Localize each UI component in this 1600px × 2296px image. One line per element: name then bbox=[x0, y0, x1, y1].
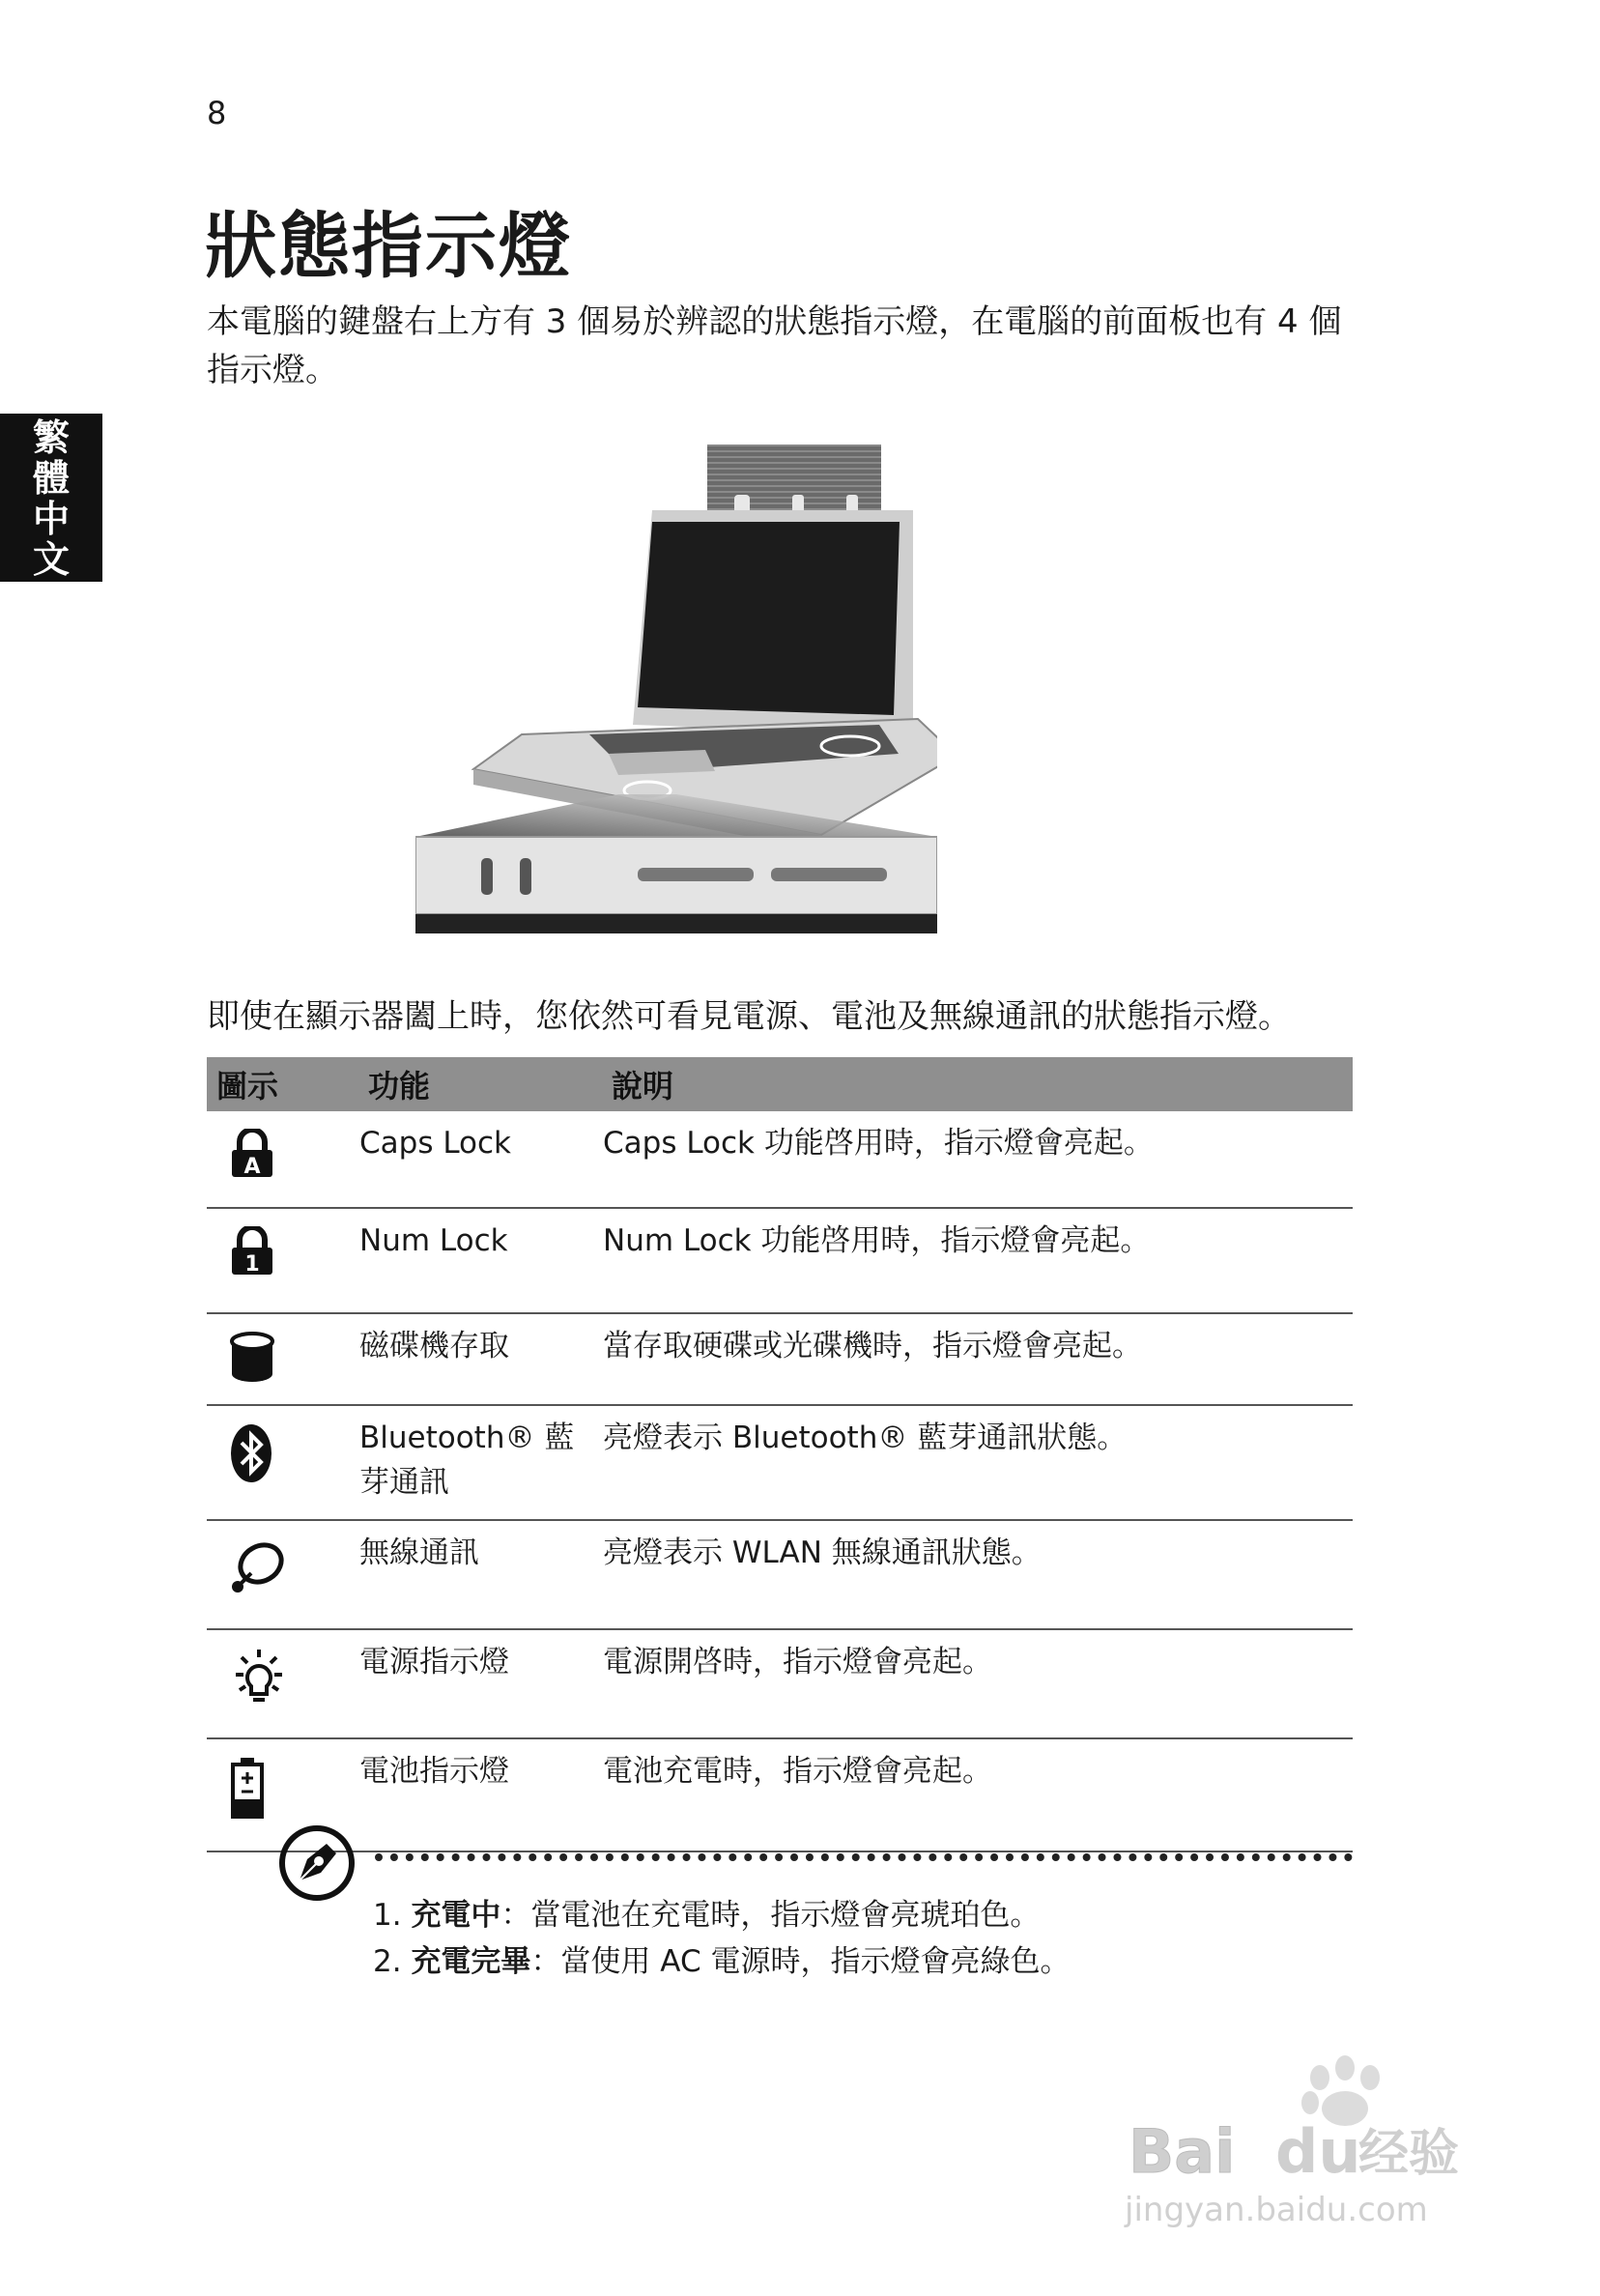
bluetooth-icon bbox=[230, 1423, 272, 1483]
description-cell: Caps Lock 功能啓用時，指示燈會亮起。 bbox=[602, 1111, 1353, 1208]
description-cell: 當存取硬碟或光碟機時，指示燈會亮起。 bbox=[602, 1313, 1353, 1405]
note-pen-icon bbox=[278, 1824, 356, 1902]
note-index: 1. bbox=[373, 1898, 402, 1933]
note-text: ：當使用 AC 電源時，指示燈會亮綠色。 bbox=[530, 1944, 1071, 1979]
page-title: 狀態指示燈 bbox=[205, 205, 572, 288]
note-index: 2. bbox=[373, 1944, 402, 1979]
function-cell: 無線通訊 bbox=[358, 1520, 602, 1629]
intro-paragraph: 本電腦的鍵盤右上方有 3 個易於辨認的狀態指示燈，在電腦的前面板也有 4 個指示燈。 bbox=[207, 302, 1342, 389]
column-header-function: 功能 bbox=[358, 1057, 602, 1111]
watermark-cn: 经验 bbox=[1358, 2125, 1460, 2183]
page-number: 8 bbox=[207, 95, 227, 131]
laptop-illustration bbox=[415, 445, 937, 933]
table-row bbox=[207, 1520, 1353, 1629]
function-cell: 電池指示燈 bbox=[358, 1738, 602, 1851]
num-lock-icon bbox=[230, 1226, 274, 1275]
function-cell: Num Lock bbox=[358, 1208, 602, 1313]
wireless-icon bbox=[230, 1538, 288, 1594]
table-row bbox=[207, 1629, 1353, 1738]
note-separator bbox=[375, 1853, 1353, 1861]
baidu-watermark-logo bbox=[1121, 2039, 1507, 2232]
disk-icon bbox=[230, 1332, 274, 1384]
table-row bbox=[207, 1111, 1353, 1208]
table-row bbox=[207, 1313, 1353, 1405]
function-cell: 電源指示燈 bbox=[358, 1629, 602, 1738]
side-tab-char: 繁 bbox=[32, 416, 70, 459]
note-label: 充電完畢 bbox=[411, 1944, 531, 1979]
table-header-row bbox=[207, 1057, 1353, 1111]
watermark-brand-2: du bbox=[1275, 2116, 1361, 2187]
battery-icon bbox=[230, 1757, 265, 1819]
note-text: ：當電池在充電時，指示燈會亮琥珀色。 bbox=[500, 1898, 1041, 1933]
svg-text:A: A bbox=[243, 1155, 261, 1177]
note-list bbox=[373, 1892, 1070, 1985]
caps-lock-icon bbox=[230, 1129, 274, 1177]
function-cell: Bluetooth® 藍芽通訊 bbox=[358, 1405, 602, 1520]
description-cell: 電源開啓時，指示燈會亮起。 bbox=[602, 1629, 1353, 1738]
column-header-description: 說明 bbox=[602, 1057, 1353, 1111]
side-tab-char: 文 bbox=[32, 538, 70, 581]
table-row bbox=[207, 1208, 1353, 1313]
note-item bbox=[373, 1892, 1070, 1938]
description-cell: Num Lock 功能啓用時，指示燈會亮起。 bbox=[602, 1208, 1353, 1313]
description-cell: 電池充電時，指示燈會亮起。 bbox=[602, 1738, 1353, 1851]
language-side-tab bbox=[0, 414, 102, 582]
power-icon bbox=[230, 1648, 288, 1706]
column-header-icon: 圖示 bbox=[207, 1057, 358, 1111]
note-item bbox=[373, 1938, 1070, 1985]
description-cell: 亮燈表示 Bluetooth® 藍芽通訊狀態。 bbox=[602, 1405, 1353, 1520]
status-indicator-table bbox=[207, 1057, 1353, 1852]
description-cell: 亮燈表示 WLAN 無線通訊狀態。 bbox=[602, 1520, 1353, 1629]
side-tab-char: 中 bbox=[32, 498, 70, 540]
table-row bbox=[207, 1738, 1353, 1851]
table-row bbox=[207, 1405, 1353, 1520]
watermark-url: jingyan.baidu.com bbox=[1125, 2191, 1428, 2229]
caption-text: 即使在顯示器闔上時，您依然可看見電源、電池及無線通訊的狀態指示燈。 bbox=[207, 997, 1291, 1036]
watermark-brand: Bai bbox=[1129, 2116, 1236, 2187]
function-cell: Caps Lock bbox=[358, 1111, 602, 1208]
function-cell: 磁碟機存取 bbox=[358, 1313, 602, 1405]
svg-text:1: 1 bbox=[244, 1252, 260, 1275]
side-tab-char: 體 bbox=[32, 457, 70, 500]
note-label: 充電中 bbox=[411, 1898, 501, 1933]
